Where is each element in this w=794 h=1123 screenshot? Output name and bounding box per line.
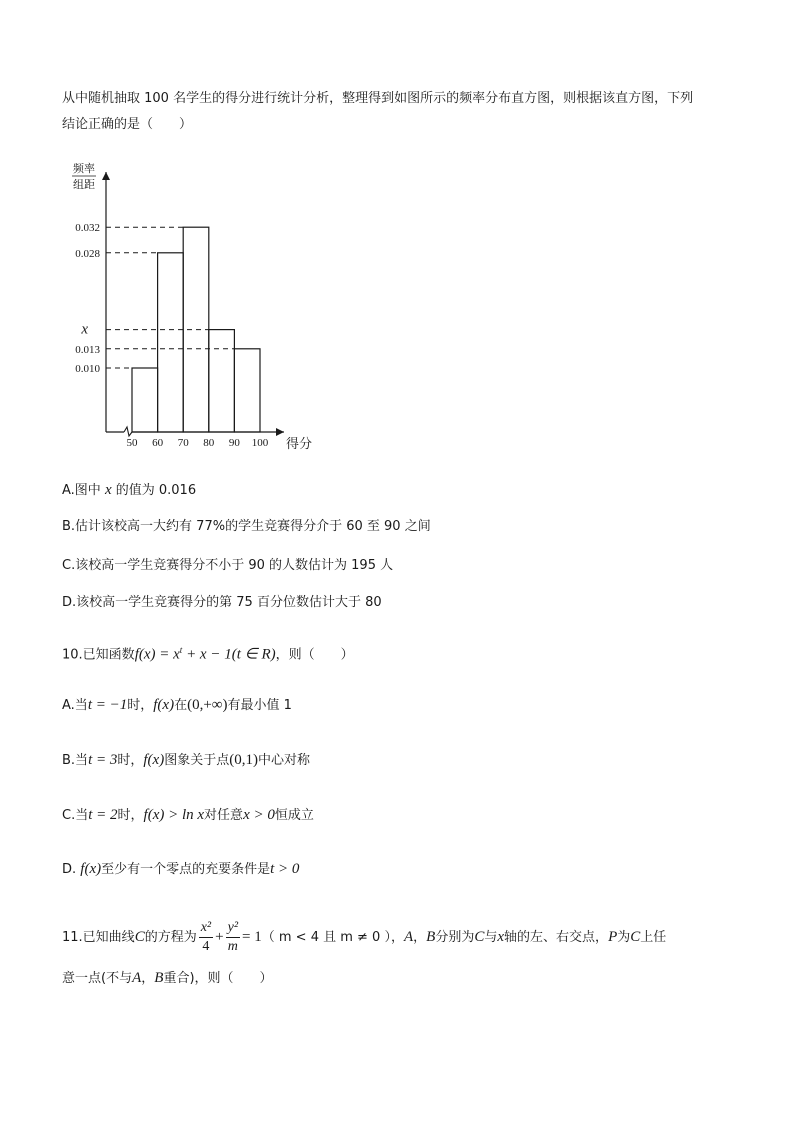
x-tick-label-0: 50	[126, 437, 138, 449]
y-axis-label-bottom: 组距	[73, 179, 95, 191]
histogram-bar-1	[158, 253, 184, 432]
x-tick-label-4: 90	[228, 437, 240, 449]
q10-stem: 10.已知函数$f(x) = x^t + x - 1(t$ ∈ R)，则（ ）	[62, 645, 354, 663]
q9-option-c: C.该校高一学生竞赛得分不小于 90 的人数估计为 195 人	[62, 558, 394, 573]
q10-option-a: A.当t = −1时，f(x)在(0,+∞)有最小值 1	[62, 697, 292, 713]
x-axis-label: 得分	[286, 436, 313, 451]
histogram-bar-0	[132, 368, 158, 432]
y-tick-label-0: 0.032	[75, 222, 100, 235]
fraction-y2-over-m: $\frac{\text{y²}}{m}$	[227, 920, 239, 954]
y-tick-label-4: 0.010	[75, 363, 100, 375]
q10-option-d: D. f(x)至少有一个零点的充要条件是t > 0	[62, 861, 300, 877]
fraction-x2-over-4: $\frac{\text{x²}}{4}$	[200, 920, 212, 954]
q10-option-b: B.当t = 3时，f(x)图象关于点(0,1)中心对称	[62, 752, 310, 768]
x-axis-break	[124, 427, 132, 436]
q11-stem-line-2: 意一点(不与A，B重合)，则（ ）	[62, 970, 273, 986]
y-tick-label-2: x	[81, 321, 88, 338]
x-tick-label-1: 60	[152, 437, 164, 449]
x-tick-label-2: 70	[177, 437, 189, 449]
y-tick-label-1: 0.028	[75, 247, 100, 260]
histogram-bar-3	[209, 330, 235, 432]
x-tick-label-3: 80	[203, 437, 215, 449]
y-tick-label-3: 0.013	[75, 343, 100, 356]
x-axis-arrow	[276, 428, 284, 436]
q9-option-d: D.该校高一学生竞赛得分的第 75 百分位数估计大于 80	[62, 595, 382, 610]
intro-line-2: 结论正确的是（ ）	[62, 117, 193, 132]
q9-option-b: B.估计该校高一大约有 77%的学生竞赛得分介于 60 至 90 之间	[62, 519, 431, 534]
q11-stem: 11.已知曲线C的方程为 $\frac{\text{x²}}{4}$ + $\frac{\text{y²}}{m}$ = 1（ m < 4 且 m ≠ 0 ），A，B分别为C与x轴的左、右交点，P为C上任	[62, 920, 667, 954]
y-axis-arrow	[102, 172, 110, 180]
y-axis-label-top: 频率	[73, 163, 95, 175]
intro-line-1: 从中随机抽取 100 名学生的得分进行统计分析，整理得到如图所示的频率分布直方图，则根据该直方图，下列	[62, 91, 694, 106]
x-tick-label-5: 100	[251, 437, 269, 449]
frequency-histogram	[62, 158, 322, 453]
q9-option-a: A.图中 x 的值为 0.016	[62, 482, 197, 498]
histogram-bar-4	[234, 349, 260, 432]
q10-option-c: C.当t = 2时，f(x) > ln x对任意x > 0恒成立	[62, 807, 314, 823]
